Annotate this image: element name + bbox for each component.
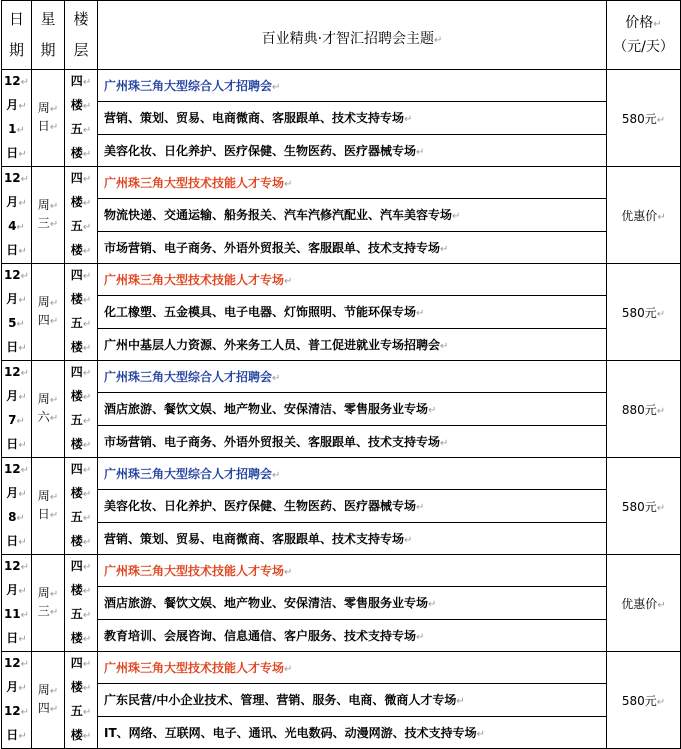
event-weekday: 周↵ 日↵ [32, 70, 65, 167]
topic-cell: 营销、策划、贸易、电商微商、客服跟单、技术支持专场↵ [98, 522, 607, 554]
topic-cell: 广州珠三角大型综合人才招聘会↵ [98, 70, 607, 102]
header-price: 价格↵ （元/天） [607, 1, 681, 70]
price-cell: 优惠价↵ [607, 167, 681, 264]
event-floor: 四↵ 楼↵ 五↵ 楼↵ [65, 652, 98, 749]
topic-row [2, 134, 681, 166]
topic-cell: 广东民营/中小企业技术、管理、营销、服务、电商、微商人才专场↵ [98, 684, 607, 716]
header-floor: 楼 层 [65, 1, 98, 70]
event-date: 12↵ 月↵ 11↵ 日↵ [2, 555, 32, 652]
topic-cell: 化工橡塑、五金模具、电子电器、灯饰照明、节能环保专场↵ [98, 296, 607, 328]
topic-cell: 物流快递、交通运输、船务报关、汽车汽修汽配业、汽车美容专场↵ [98, 199, 607, 231]
topic-row [2, 328, 681, 360]
event-floor: 四↵ 楼↵ 五↵ 楼↵ [65, 555, 98, 652]
event-floor: 四↵ 楼↵ 五↵ 楼↵ [65, 264, 98, 361]
topic-cell: 广州中基层人力资源、外来务工人员、普工促进就业专场招聘会↵ [98, 328, 607, 360]
event-date: 12↵ 月↵ 1↵ 日↵ [2, 70, 32, 167]
event-date: 12↵ 月↵ 12↵ 日↵ [2, 652, 32, 749]
topic-cell: 广州珠三角大型技术技能人才专场↵ [98, 652, 607, 684]
topic-cell: 美容化妆、日化养护、医疗保健、生物医药、医疗器械专场↵ [98, 134, 607, 166]
topic-row [2, 555, 681, 587]
header-week: 星 期 [32, 1, 65, 70]
price-cell: 880元↵ [607, 361, 681, 458]
topic-cell: 营销、策划、贸易、电商微商、客服跟单、技术支持专场↵ [98, 102, 607, 134]
price-cell: 580元↵ [607, 264, 681, 361]
event-weekday: 周↵ 三↵ [32, 555, 65, 652]
topic-cell: IT、网络、互联网、电子、通讯、光电数码、动漫网游、技术支持专场↵ [98, 716, 607, 748]
topic-row [2, 458, 681, 490]
event-floor: 四↵ 楼↵ 五↵ 楼↵ [65, 70, 98, 167]
topic-row [2, 296, 681, 328]
topic-row [2, 425, 681, 457]
topic-row [2, 522, 681, 554]
event-date: 12↵ 月↵ 4↵ 日↵ [2, 167, 32, 264]
topic-cell: 酒店旅游、餐饮文娱、地产物业、安保清洁、零售服务业专场↵ [98, 587, 607, 619]
header-row [2, 1, 681, 70]
topic-row [2, 361, 681, 393]
price-cell: 580元↵ [607, 458, 681, 555]
topic-row [2, 619, 681, 651]
event-floor: 四↵ 楼↵ 五↵ 楼↵ [65, 361, 98, 458]
topic-cell: 广州珠三角大型综合人才招聘会↵ [98, 361, 607, 393]
event-weekday: 周↵ 四↵ [32, 264, 65, 361]
topic-cell: 市场营销、电子商务、外语外贸报关、客服跟单、技术支持专场↵ [98, 425, 607, 457]
topic-row [2, 70, 681, 102]
schedule-body [2, 70, 681, 749]
event-date: 12↵ 月↵ 8↵ 日↵ [2, 458, 32, 555]
topic-row [2, 393, 681, 425]
header-topic: 百业精典·才智汇招聘会主题↵ [98, 1, 607, 70]
header-date: 日 期 [2, 1, 32, 70]
topic-row [2, 490, 681, 522]
topic-cell: 教育培训、会展咨询、信息通信、客户服务、技术支持专场↵ [98, 619, 607, 651]
price-cell: 优惠价↵ [607, 555, 681, 652]
event-weekday: 周↵ 六↵ [32, 361, 65, 458]
event-floor: 四↵ 楼↵ 五↵ 楼↵ [65, 458, 98, 555]
topic-row [2, 652, 681, 684]
topic-cell: 广州珠三角大型技术技能人才专场↵ [98, 264, 607, 296]
topic-cell: 广州珠三角大型技术技能人才专场↵ [98, 167, 607, 199]
event-date: 12↵ 月↵ 7↵ 日↵ [2, 361, 32, 458]
event-weekday: 周↵ 日↵ [32, 458, 65, 555]
schedule-table [1, 0, 681, 749]
topic-cell: 美容化妆、日化养护、医疗保健、生物医药、医疗器械专场↵ [98, 490, 607, 522]
event-weekday: 周↵ 四↵ [32, 652, 65, 749]
price-cell: 580元↵ [607, 652, 681, 749]
topic-row [2, 264, 681, 296]
topic-cell: 市场营销、电子商务、外语外贸报关、客服跟单、技术支持专场↵ [98, 231, 607, 263]
topic-row [2, 587, 681, 619]
topic-row [2, 716, 681, 748]
topic-row [2, 167, 681, 199]
topic-row [2, 684, 681, 716]
topic-cell: 广州珠三角大型技术技能人才专场↵ [98, 555, 607, 587]
topic-cell: 广州珠三角大型综合人才招聘会↵ [98, 458, 607, 490]
topic-row [2, 102, 681, 134]
price-cell: 580元↵ [607, 70, 681, 167]
topic-row [2, 199, 681, 231]
topic-row [2, 231, 681, 263]
event-weekday: 周↵ 三↵ [32, 167, 65, 264]
topic-cell: 酒店旅游、餐饮文娱、地产物业、安保清洁、零售服务业专场↵ [98, 393, 607, 425]
event-floor: 四↵ 楼↵ 五↵ 楼↵ [65, 167, 98, 264]
event-date: 12↵ 月↵ 5↵ 日↵ [2, 264, 32, 361]
